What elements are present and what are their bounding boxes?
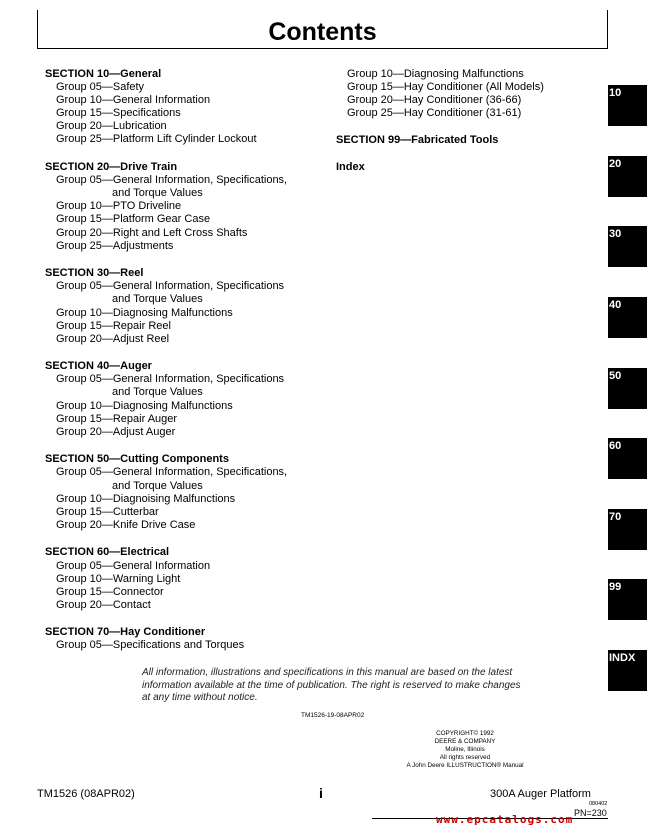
page-title: Contents (268, 18, 377, 46)
toc-group-link[interactable]: Group 20—Contact (56, 598, 151, 611)
toc-section-title[interactable]: SECTION 70—Hay Conditioner (45, 626, 206, 639)
toc-group-link[interactable]: Group 10—Diagnosing Malfunctions (56, 399, 233, 412)
toc-group-link[interactable]: Group 05—Specifications and Torques (56, 639, 245, 652)
contents-right-column (336, 68, 596, 189)
toc-group-link[interactable]: Group 15—Cutterbar (56, 505, 159, 518)
toc-group-link[interactable]: Group 05—General Information, Specifications (56, 280, 285, 293)
tab-label: 60 (609, 440, 622, 452)
toc-section-99[interactable]: SECTION 99—Fabricated Tools (336, 134, 499, 147)
tab-label: 70 (609, 511, 622, 523)
toc-group-link[interactable]: Group 15—Connector (56, 585, 164, 598)
tab-label: 99 (609, 581, 622, 593)
toc-section (45, 546, 325, 611)
toc-group-link[interactable]: Group 10—Diagnoising Malfunctions (56, 492, 236, 505)
tab-label: INDX (609, 652, 636, 664)
section-tab-99[interactable] (608, 579, 647, 620)
toc-group-continuation[interactable]: and Torque Values (112, 479, 203, 492)
copyright-line: A John Deere ILLUSTRUCTION® Manual (406, 762, 524, 769)
toc-group-link[interactable]: Group 05—General Information (56, 559, 211, 572)
copyright-block (395, 730, 535, 770)
section-tab-30[interactable] (608, 226, 647, 267)
tab-label: 20 (609, 158, 622, 170)
toc-section-title[interactable]: SECTION 40—Auger (45, 360, 152, 373)
toc-group-link[interactable]: Group 15—Repair Reel (56, 319, 171, 332)
toc-group-link[interactable]: Group 10—General Information (56, 94, 211, 107)
copyright-line: COPYRIGHT© 1992 (436, 730, 494, 737)
toc-group-link[interactable]: Group 15—Platform Gear Case (56, 213, 211, 226)
copyright-line: All rights reserved (439, 754, 491, 761)
toc-group-link[interactable]: Group 05—General Information, Specifications (56, 373, 285, 386)
toc-group-link[interactable]: Group 10—Warning Light (56, 572, 181, 585)
copyright-line: DEERE & COMPANY (434, 738, 496, 745)
section-tab-index[interactable] (608, 650, 647, 691)
toc-index[interactable]: Index (336, 161, 365, 174)
toc-group-link[interactable]: Group 20—Right and Left Cross Shafts (56, 226, 248, 239)
disclaimer-text: All information, illustrations and specifications in this manual are based on the latest information available at the time of publication. The right is reserved to make changes at any time without notice. (142, 667, 521, 703)
section-tab-60[interactable] (608, 438, 647, 479)
toc-section-title[interactable]: SECTION 60—Electrical (45, 546, 170, 559)
toc-group-link[interactable]: Group 20—Adjust Auger (56, 425, 176, 438)
toc-group-continuation[interactable]: and Torque Values (112, 293, 203, 306)
toc-group-link[interactable]: Group 20—Knife Drive Case (56, 518, 196, 531)
toc-section (45, 68, 325, 147)
toc-group-link[interactable]: Group 10—Diagnosing Malfunctions (56, 306, 233, 319)
toc-group-link[interactable]: Group 05—General Information, Specifications, (56, 174, 288, 187)
toc-group-link[interactable]: Group 25—Platform Lift Cylinder Lockout (56, 133, 257, 146)
section-70-continued-groups (336, 68, 596, 120)
toc-section (45, 453, 325, 532)
toc-group-link[interactable]: Group 20—Adjust Reel (56, 332, 170, 345)
footer-date-code: 080402 (589, 801, 608, 807)
footer-manual-id: TM1526 (08APR02) (37, 788, 135, 800)
section-tab-10[interactable] (608, 85, 647, 126)
contents-left-column (45, 68, 325, 667)
toc-group-link[interactable]: Group 15—Repair Auger (56, 412, 178, 425)
footer-page-pn: PN=230 (574, 808, 607, 818)
toc-section-title[interactable]: SECTION 10—General (45, 68, 162, 80)
toc-section (45, 161, 325, 253)
document-reference: TM1526-19-08APR02 (301, 712, 365, 719)
toc-group-link[interactable]: Group 20—Lubrication (56, 120, 167, 133)
toc-group-link[interactable]: Group 20—Hay Conditioner (36-66) (347, 94, 522, 107)
toc-section (45, 360, 325, 439)
toc-group-link[interactable]: Group 25—Hay Conditioner (31-61) (347, 107, 522, 120)
toc-section-title[interactable]: SECTION 20—Drive Train (45, 161, 178, 174)
frame-bottom-border (37, 48, 608, 49)
section-tab-70[interactable] (608, 509, 647, 550)
tab-label: 40 (609, 299, 622, 311)
toc-section-title[interactable]: SECTION 30—Reel (45, 267, 144, 280)
section-tab-20[interactable] (608, 156, 647, 197)
tab-label: 30 (609, 228, 622, 240)
toc-group-link[interactable]: Group 05—Safety (56, 81, 145, 94)
tab-label: 50 (609, 370, 622, 382)
toc-group-continuation[interactable]: and Torque Values (112, 386, 203, 399)
toc-group-continuation[interactable]: and Torque Values (112, 187, 203, 200)
toc-section-title[interactable]: SECTION 50—Cutting Components (45, 453, 229, 466)
toc-group-link[interactable]: Group 25—Adjustments (56, 239, 174, 252)
watermark-text: www.epcatalogs.com (436, 813, 574, 826)
toc-group-link[interactable]: Group 10—PTO Driveline (56, 200, 182, 213)
toc-group-link[interactable]: Group 10—Diagnosing Malfunctions (347, 68, 524, 80)
section-tab-40[interactable] (608, 297, 647, 338)
copyright-line: Moline, Illinois (445, 746, 485, 753)
tab-label: 10 (609, 87, 622, 99)
toc-group-link[interactable]: Group 15—Hay Conditioner (All Models) (347, 81, 544, 94)
section-tab-50[interactable] (608, 368, 647, 409)
toc-group-link[interactable]: Group 15—Specifications (56, 107, 181, 120)
footer-page-number: i (319, 785, 323, 801)
toc-section (45, 267, 325, 346)
footer-product-name: 300A Auger Platform (490, 788, 591, 800)
toc-group-link[interactable]: Group 05—General Information, Specifications, (56, 466, 288, 479)
toc-section (45, 626, 325, 652)
